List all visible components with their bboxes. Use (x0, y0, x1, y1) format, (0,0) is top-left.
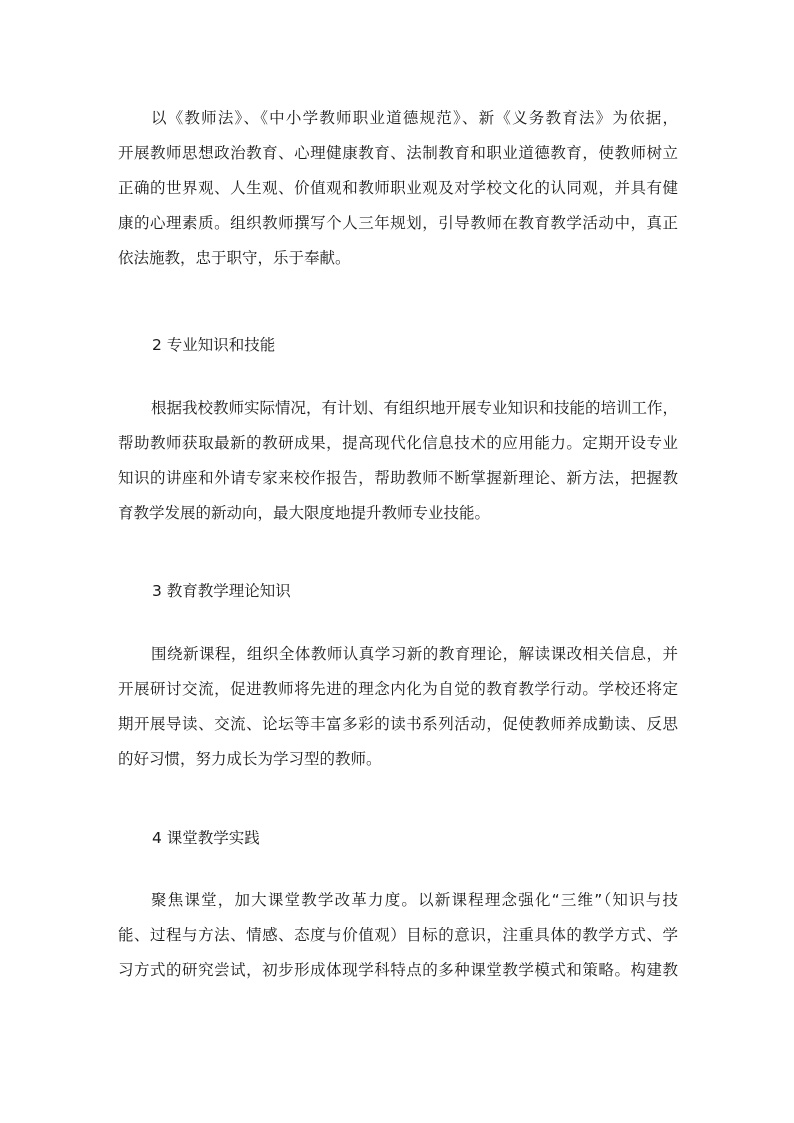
paragraph-line: 正确的世界观、人生观、价值观和教师职业观及对学校文化的认同观，并具有健 (118, 179, 678, 197)
paragraph-line: 能、过程与方法、情感、态度与价值观）目标的意识，注重具体的教学方式、学 (118, 926, 678, 944)
paragraph-ethics-education (118, 101, 678, 276)
paragraph-line: 期开展导读、交流、论坛等丰富多彩的读书系列活动，促使教师养成勤读、反思 (118, 715, 678, 733)
paragraph-line: 围绕新课程，组织全体教师认真学习新的教育理论，解读课改相关信息，并 (151, 645, 678, 663)
paragraph-classroom-practice (118, 883, 678, 988)
paragraph-line: 开展教师思想政治教育、心理健康教育、法制教育和职业道德教育，使教师树立 (118, 144, 678, 162)
paragraph-line: 知识的讲座和外请专家来校作报告，帮助教师不断掌握新理论、新方法，把握教 (118, 469, 678, 487)
paragraph-line: 以《教师法》、《中小学教师职业道德规范》、新《义务教育法》为依据， (151, 109, 678, 127)
paragraph-line: 根据我校教师实际情况，有计划、有组织地开展专业知识和技能的培训工作， (151, 399, 679, 417)
paragraph-line: 育教学发展的新动向，最大限度地提升教师专业技能。 (118, 504, 491, 522)
paragraph-line: 的好习惯，努力成长为学习型的教师。 (118, 750, 382, 768)
paragraph-line: 帮助教师获取最新的教研成果，提高现代化信息技术的应用能力。定期开设专业 (118, 434, 678, 452)
paragraph-line: 聚焦课堂，加大课堂教学改革力度。以新课程理念强化“三维”（知识与技 (151, 891, 678, 909)
paragraph-professional-skills (118, 391, 678, 531)
section-heading-education-theory: 3 教育教学理论知识 (152, 582, 291, 600)
paragraph-line: 康的心理素质。组织教师撰写个人三年规划，引导教师在教育教学活动中，真正 (118, 214, 678, 232)
paragraph-line: 依法施教，忠于职守，乐于奉献。 (118, 249, 351, 267)
paragraph-line: 习方式的研究尝试，初步形成体现学科特点的多种课堂教学模式和策略。构建教 (118, 961, 678, 979)
section-heading-classroom-practice: 4 课堂教学实践 (152, 829, 260, 847)
section-heading-professional-skills: 2 专业知识和技能 (152, 336, 276, 354)
paragraph-education-theory (118, 637, 678, 777)
paragraph-line: 开展研讨交流，促进教师将先进的理念内化为自觉的教育教学行动。学校还将定 (118, 680, 678, 698)
